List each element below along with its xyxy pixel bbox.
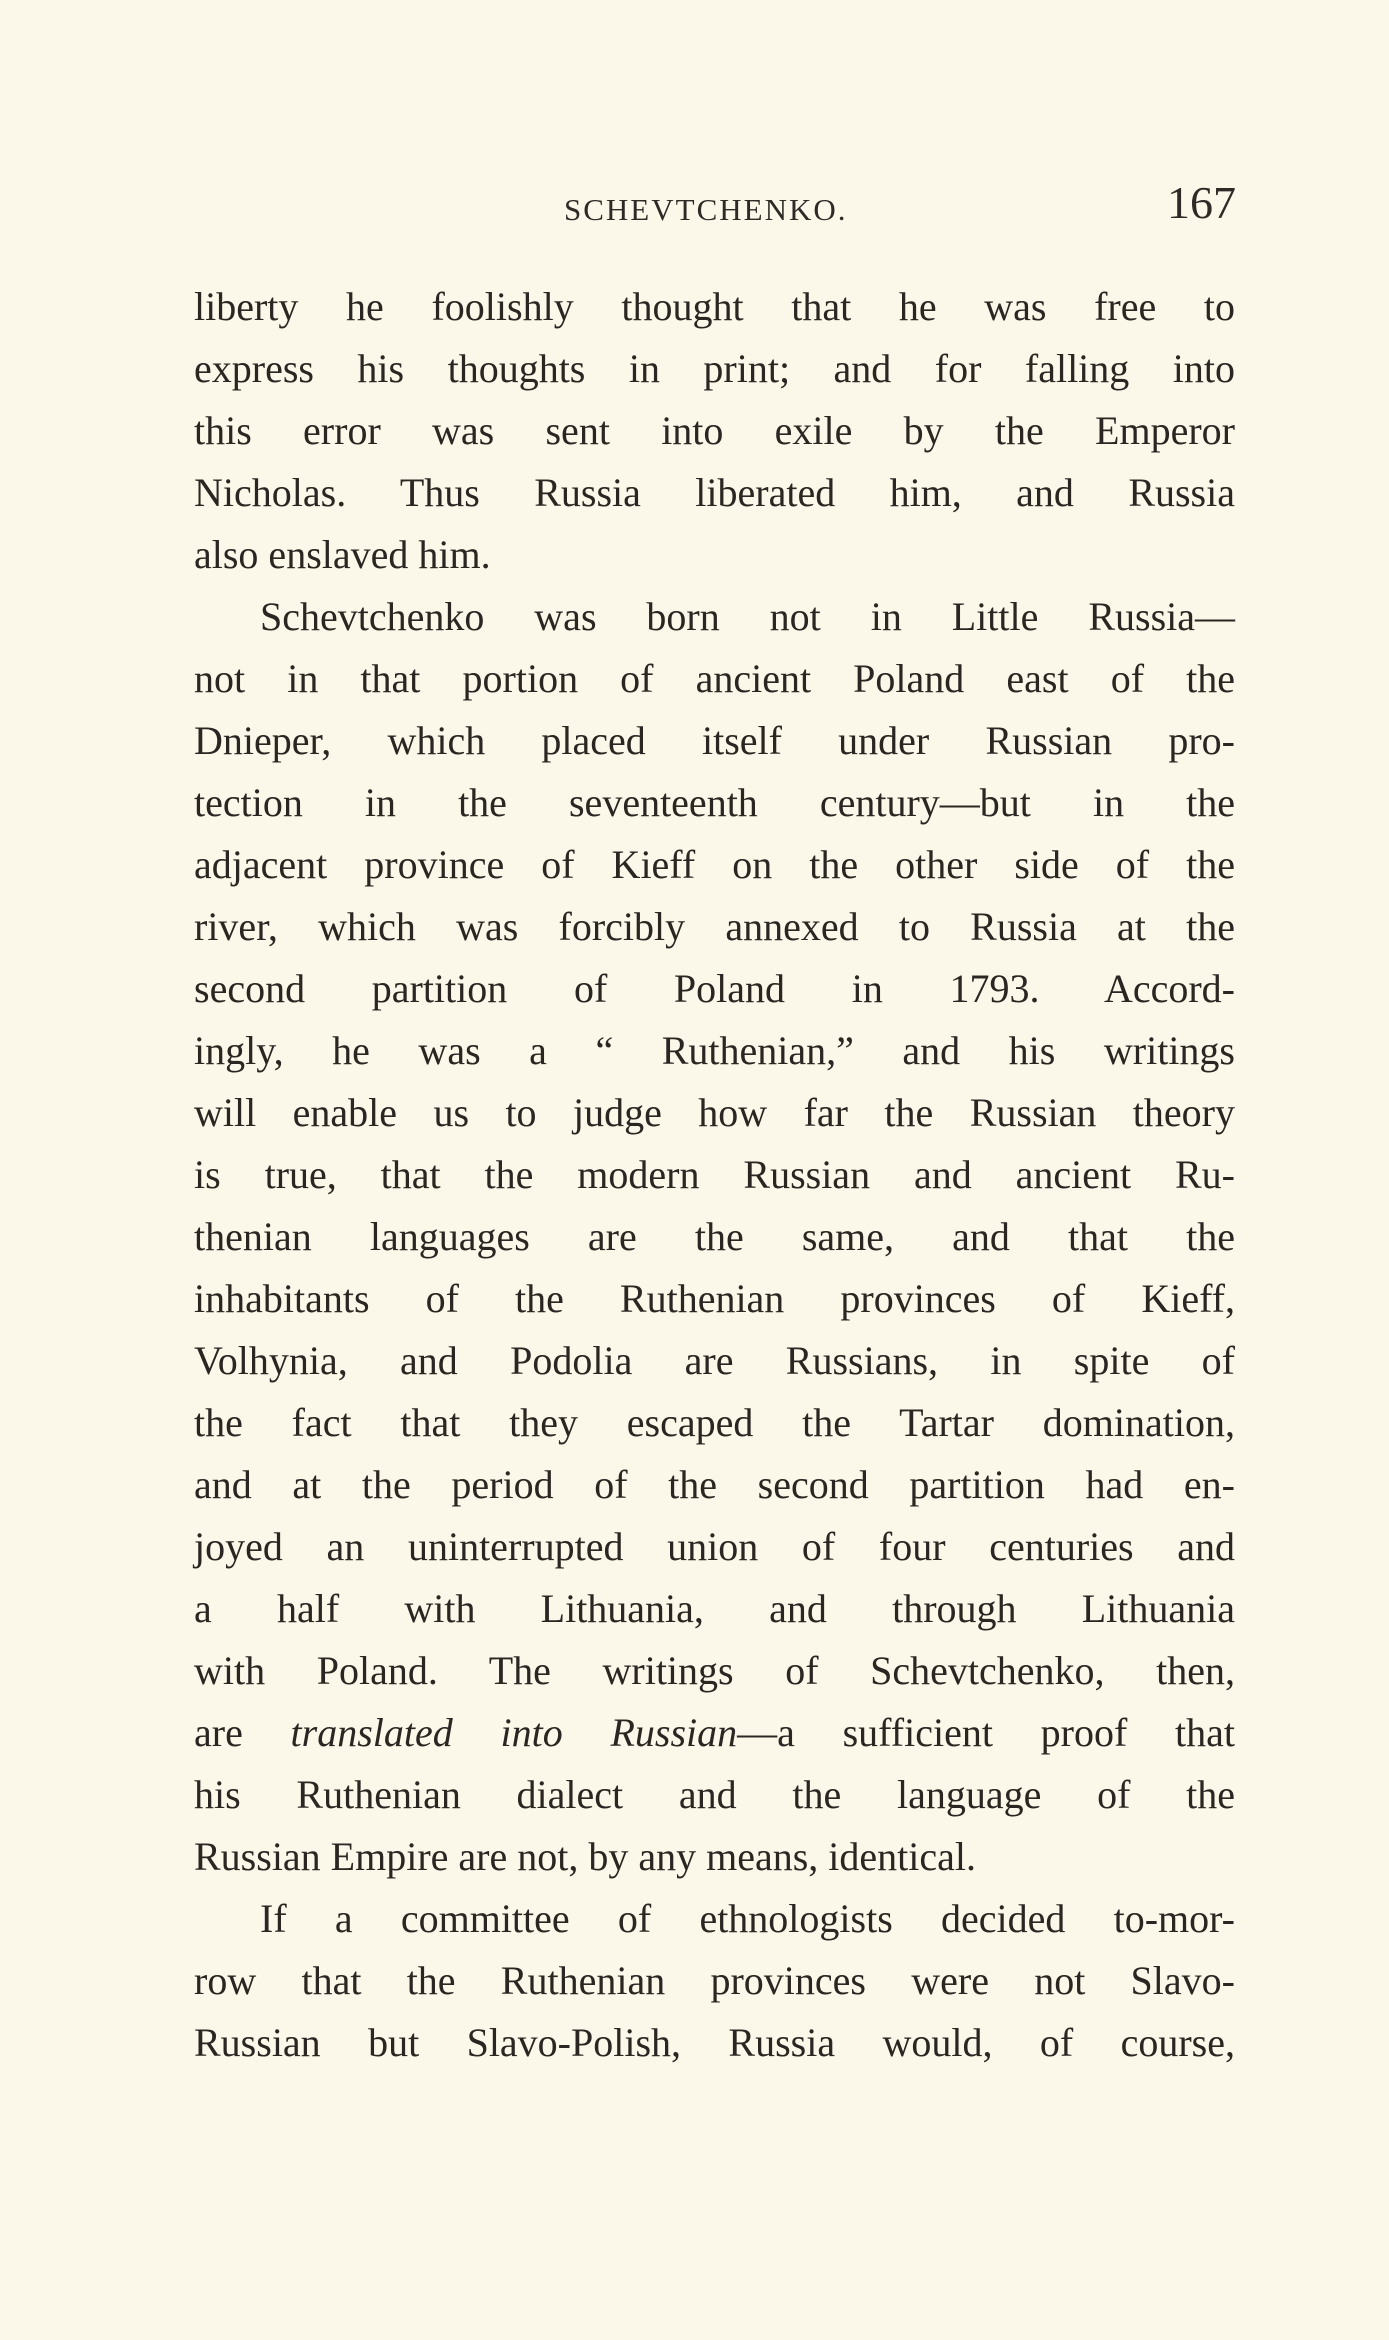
text-line-with-italic	[194, 1702, 1235, 1764]
text-line: inhabitants of the Ruthenian provinces of Kieff,	[194, 1276, 1235, 1321]
text-line: also enslaved him.	[194, 532, 491, 577]
text-line: his Ruthenian dialect and the language of the	[194, 1772, 1235, 1817]
running-title: SCHEVTCHENKO.	[564, 192, 848, 227]
text-line: with Poland. The writings of Schevtchenko, then,	[194, 1648, 1235, 1693]
paragraph-3	[194, 1888, 1235, 2074]
text-line: the fact that they escaped the Tartar domination,	[194, 1400, 1235, 1445]
paragraph-1	[194, 276, 1235, 586]
text-run: —a sufficient proof that	[737, 1710, 1235, 1755]
text-line: thenian languages are the same, and that the	[194, 1214, 1235, 1259]
text-line: river, which was forcibly annexed to Russia at the	[194, 904, 1235, 949]
paragraph-2	[194, 586, 1235, 1888]
text-line: row that the Ruthenian provinces were not Slavo-	[194, 1958, 1235, 2003]
text-line: and at the period of the second partition had en-	[194, 1462, 1235, 1507]
text-line: adjacent province of Kieff on the other side of the	[194, 842, 1235, 887]
text-line: express his thoughts in print; and for falling into	[194, 346, 1235, 391]
text-line: ingly, he was a “ Ruthenian,” and his writings	[194, 1028, 1235, 1073]
italic-phrase: translated into Russian	[290, 1710, 738, 1755]
text-line: liberty he foolishly thought that he was free to	[194, 284, 1235, 329]
text-line: tection in the seventeenth century—but in the	[194, 780, 1235, 825]
text-line: second partition of Poland in 1793. Accord-	[194, 966, 1235, 1011]
page-header	[192, 176, 1236, 236]
text-line: will enable us to judge how far the Russian theory	[194, 1090, 1235, 1135]
text-line: Schevtchenko was born not in Little Russia—	[260, 594, 1235, 639]
text-line: Nicholas. Thus Russia liberated him, and Russia	[194, 470, 1235, 515]
text-line: joyed an uninterrupted union of four centuries and	[194, 1524, 1235, 1569]
text-line: Dnieper, which placed itself under Russian pro-	[194, 718, 1235, 763]
text-line: this error was sent into exile by the Emperor	[194, 408, 1235, 453]
text-line: Russian but Slavo-Polish, Russia would, of course,	[194, 2020, 1235, 2065]
text-line: If a committee of ethnologists decided to-mor-	[260, 1896, 1235, 1941]
text-line: is true, that the modern Russian and ancient Ru-	[194, 1152, 1235, 1197]
page-number: 167	[1167, 177, 1236, 228]
text-line: a half with Lithuania, and through Lithuania	[194, 1586, 1235, 1631]
text-line: Volhynia, and Podolia are Russians, in spite of	[194, 1338, 1235, 1383]
text-run: are	[194, 1710, 291, 1755]
body-text	[194, 276, 1235, 2074]
text-line: not in that portion of ancient Poland east of the	[194, 656, 1235, 701]
text-line: Russian Empire are not, by any means, identical.	[194, 1834, 977, 1879]
